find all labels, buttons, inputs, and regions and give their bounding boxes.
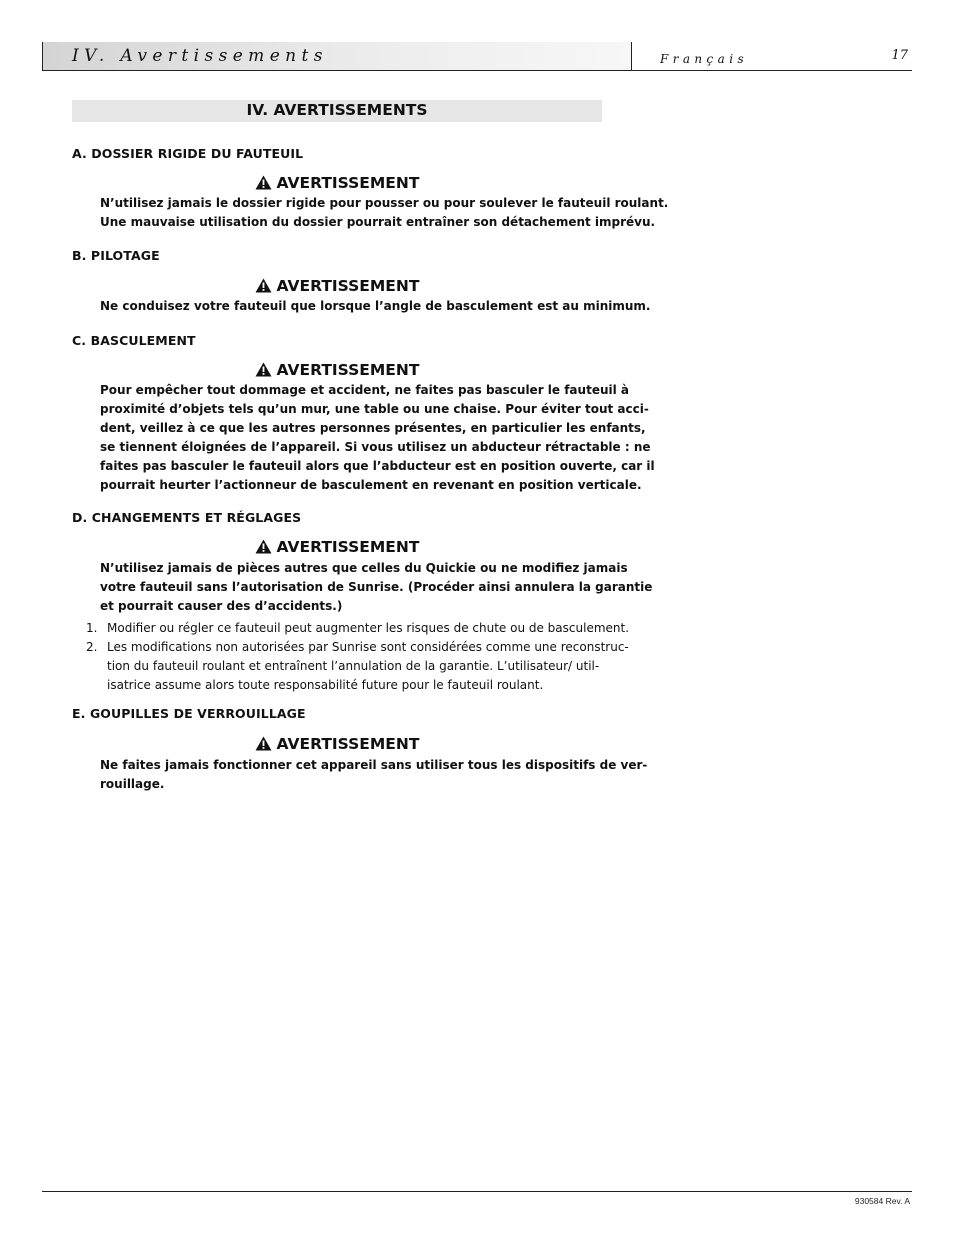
warning-line: Pour empêcher tout dommage et accident, ne faites pas basculer le fauteuil à	[100, 383, 629, 397]
warning-line: Ne conduisez votre fauteuil que lorsque l’angle de basculement est au minimum.	[100, 299, 651, 313]
warning-triangle-icon	[255, 539, 272, 558]
warning-label: AVERTISSEMENT	[276, 174, 420, 192]
warning-line: proximité d’objets tels qu’un mur, une table ou une chaise. Pour éviter tout acci-	[100, 402, 649, 416]
page-number: 17	[891, 48, 908, 63]
warning-line: N’utilisez jamais le dossier rigide pour pousser ou pour soulever le fauteuil roulant.	[100, 196, 669, 210]
warning-line: rouillage.	[100, 777, 165, 791]
warning-line: votre fauteuil sans l’autorisation de Sunrise. (Procéder ainsi annulera la garantie	[100, 580, 653, 594]
warning-text-e	[100, 756, 648, 794]
list-item-continuation	[72, 676, 612, 695]
warning-line: et pourrait causer des d’accidents.)	[100, 599, 343, 613]
warning-line: Ne faites jamais fonctionner cet appareil sans utiliser tous les dispositifs de ver-	[100, 758, 648, 772]
list-item	[72, 619, 630, 638]
list-item	[72, 638, 629, 657]
warning-triangle-icon	[255, 175, 272, 194]
warning-label: AVERTISSEMENT	[276, 538, 420, 556]
list-item-text: tion du fauteuil roulant et entraînent l’annulation de la garantie. L’utilisateur/ util-	[107, 659, 600, 673]
warning-heading-c	[72, 361, 602, 381]
warning-text-a	[100, 194, 669, 232]
warning-heading-b	[72, 277, 602, 297]
warning-line: dent, veillez à ce que les autres personnes présentes, en particulier les enfants,	[100, 421, 646, 435]
list-item-text: Les modifications non autorisées par Sunrise sont considérées comme une reconstruc-	[107, 640, 629, 654]
section-title: IV. AVERTISSEMENTS	[246, 101, 428, 119]
running-title: IV. Avertissements	[72, 46, 328, 66]
list-item-text: Modifier ou régler ce fauteuil peut augmenter les risques de chute ou de basculement.	[107, 621, 630, 635]
warning-triangle-icon	[255, 278, 272, 297]
header-divider	[631, 42, 632, 71]
list-number: 2.	[86, 640, 98, 654]
footer-rule	[42, 1191, 912, 1192]
section-banner	[72, 100, 602, 122]
warning-line: N’utilisez jamais de pièces autres que celles du Quickie ou ne modifiez jamais	[100, 561, 628, 575]
header-rule	[42, 70, 912, 71]
warning-heading-e	[72, 735, 602, 755]
subsection-heading-b: B. PILOTAGE	[72, 248, 160, 263]
list-item-text: isatrice assume alors toute responsabilité future pour le fauteuil roulant.	[107, 678, 544, 692]
warning-line: pourrait heurter l’actionneur de basculement en revenant en position verticale.	[100, 478, 642, 492]
warning-triangle-icon	[255, 736, 272, 755]
warning-text-c	[100, 381, 655, 495]
warning-line: Une mauvaise utilisation du dossier pourrait entraîner son détachement imprévu.	[100, 215, 656, 229]
warning-heading-d	[72, 538, 602, 558]
warning-text-b	[100, 297, 651, 316]
warning-line: faites pas basculer le fauteuil alors que l’abducteur est en position ouverte, car il	[100, 459, 655, 473]
warning-line: se tiennent éloignées de l’appareil. Si vous utilisez un abducteur rétractable : ne	[100, 440, 651, 454]
subsection-heading-a: A. DOSSIER RIGIDE DU FAUTEUIL	[72, 146, 304, 161]
list-item-continuation	[72, 657, 612, 676]
list-number: 1.	[86, 621, 98, 635]
warning-triangle-icon	[255, 362, 272, 381]
warning-heading-a	[72, 174, 602, 194]
document-code: 930584 Rev. A	[854, 1196, 910, 1206]
warning-label: AVERTISSEMENT	[276, 735, 420, 753]
subsection-heading-d: D. CHANGEMENTS ET RÉGLAGES	[72, 510, 302, 525]
warning-label: AVERTISSEMENT	[276, 277, 420, 295]
header-left-rule	[42, 42, 43, 71]
subsection-heading-e: E. GOUPILLES DE VERROUILLAGE	[72, 706, 306, 721]
numbered-list	[72, 619, 630, 695]
running-language: Français	[660, 52, 749, 66]
warning-label: AVERTISSEMENT	[276, 361, 420, 379]
warning-text-d	[100, 559, 653, 616]
subsection-heading-c: C. BASCULEMENT	[72, 333, 196, 348]
